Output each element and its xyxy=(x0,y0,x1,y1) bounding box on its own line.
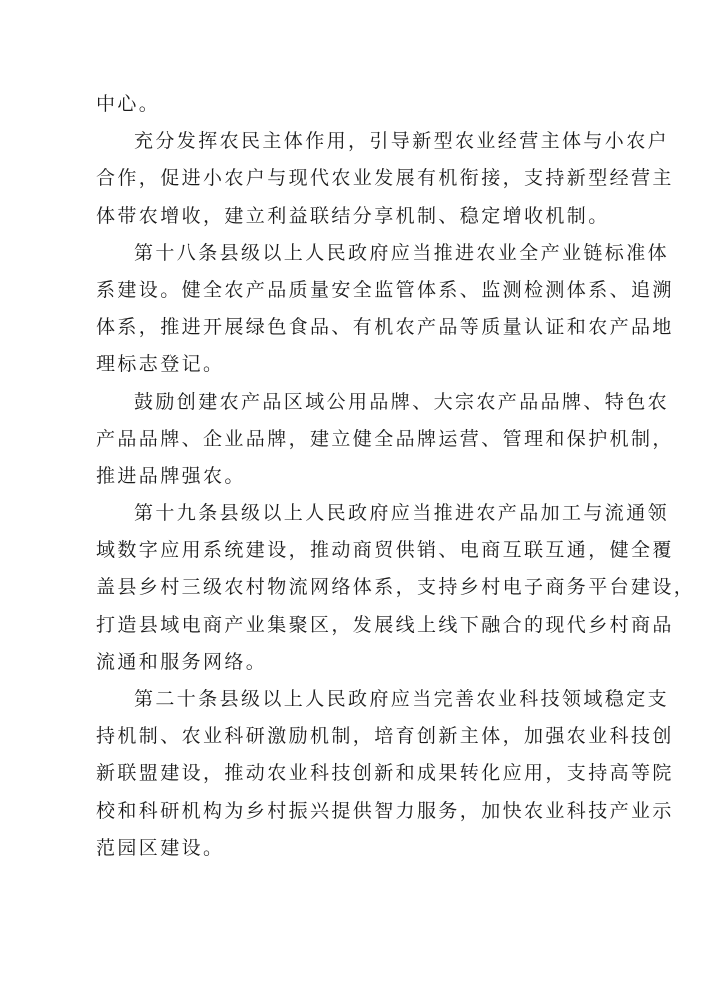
text-line: 范园区建设。 xyxy=(96,836,225,859)
text-line: 第二十条县级以上人民政府应当完善农业科技领域稳定支 xyxy=(134,688,670,710)
text-line: 校和科研机构为乡村振兴提供智力服务，加快农业科技产业示 xyxy=(96,799,674,822)
text-line: 体系，推进开展绿色食品、有机农产品等质量认证和农产品地 xyxy=(96,316,674,339)
text-line: 中心。 xyxy=(96,93,161,115)
text-line: 体带农增收，建立利益联结分享机制、稳定增收机制。 xyxy=(96,204,610,227)
text-line: 推进品牌强农。 xyxy=(96,464,246,487)
text-line: 打造县域电商产业集聚区，发展线上线下融合的现代乡村商品 xyxy=(96,613,674,636)
text-line: 鼓励创建农产品区域公用品牌、大宗农产品品牌、特色农 xyxy=(134,390,670,413)
text-line: 流通和服务网络。 xyxy=(96,650,268,673)
paragraph-article-18 xyxy=(96,235,674,384)
document-page xyxy=(96,86,696,867)
text-line: 充分发挥农民主体作用，引导新型农业经营主体与小农户 xyxy=(134,130,670,153)
text-line: 产品品牌、企业品牌，建立健全品牌运营、管理和保护机制， xyxy=(96,427,674,450)
paragraph-brand xyxy=(96,384,674,496)
text-line: 持机制、农业科研激励机制，培育创新主体，加强农业科技创 xyxy=(96,725,674,748)
text-line: 第十八条县级以上人民政府应当推进农业全产业链标准体 xyxy=(134,241,670,264)
text-line: 域数字应用系统建设，推动商贸供销、电商互联互通，健全覆 xyxy=(96,539,674,562)
text-line: 盖县乡村三级农村物流网络体系，支持乡村电子商务平台建设， xyxy=(96,576,696,599)
text-line: 系建设。健全农产品质量安全监管体系、监测检测体系、追溯 xyxy=(96,278,674,301)
paragraph-article-19 xyxy=(96,495,696,681)
text-line: 理标志登记。 xyxy=(96,353,225,376)
paragraph-farmer-role xyxy=(96,123,674,235)
paragraph-article-20 xyxy=(96,681,674,867)
text-line: 合作，促进小农户与现代农业发展有机衔接，支持新型经营主 xyxy=(96,167,674,190)
text-line: 第十九条县级以上人民政府应当推进农产品加工与流通领 xyxy=(134,502,670,525)
text-line: 新联盟建设，推动农业科技创新和成果转化应用，支持高等院 xyxy=(96,762,674,785)
paragraph-continuation xyxy=(96,86,611,123)
